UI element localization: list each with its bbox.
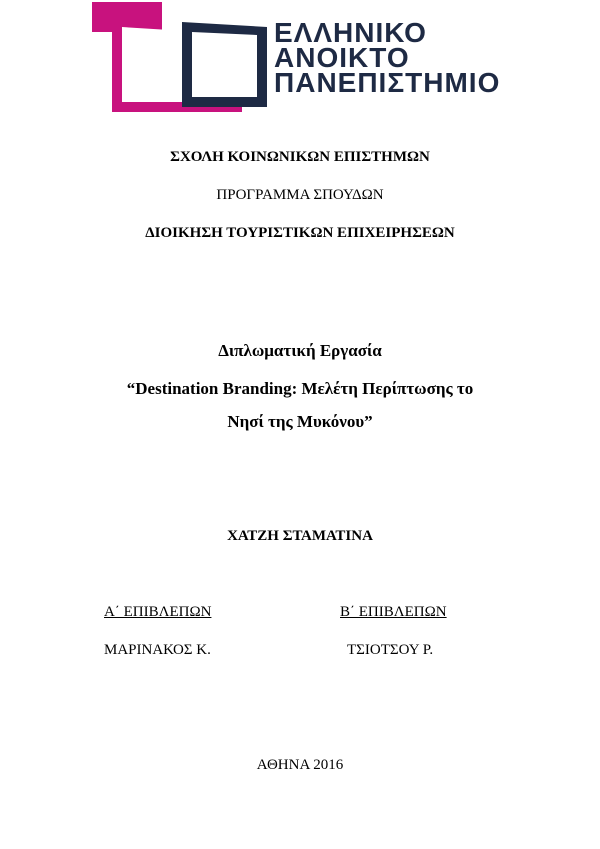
thesis-type: Διπλωματική Εργασία [218, 341, 382, 360]
supervisor-b-name: ΤΣΙΟΤΣΟΥ Ρ. [347, 642, 434, 658]
logo-wordmark [274, 17, 501, 98]
school-name: ΣΧΟΛΗ ΚΟΙΝΩΝΙΚΩΝ ΕΠΙΣΤΗΜΩΝ [170, 149, 430, 165]
logo-emblem-icon [92, 2, 272, 112]
author-name: ΧΑΤΖΗ ΣΤΑΜΑΤΙΝΑ [227, 528, 373, 544]
thesis-title-line-1: “Destination Branding: Μελέτη Περίπτωσης το [126, 379, 474, 398]
logo-line-3: ΠΑΝΕΠΙΣΤΗΜΙΟ [274, 67, 501, 98]
university-logo [92, 2, 552, 112]
department-name: ΔΙΟΙΚΗΣΗ ΤΟΥΡΙΣΤΙΚΩΝ ΕΠΙΧΕΙΡΗΣΕΩΝ [145, 225, 455, 241]
place-date: ΑΘΗΝΑ 2016 [256, 757, 344, 773]
supervisor-b-label: Β΄ ΕΠΙΒΛΕΠΩΝ [340, 604, 447, 620]
logo-line-2: ΑΝΟΙΚΤΟ [274, 42, 410, 73]
supervisor-a-label: Α΄ ΕΠΙΒΛΕΠΩΝ [104, 604, 212, 620]
thesis-title-line-2: Νησί της Μυκόνου” [227, 412, 373, 431]
supervisor-a-name: ΜΑΡΙΝΑΚΟΣ Κ. [104, 642, 211, 658]
program-label: ΠΡΟΓΡΑΜΜΑ ΣΠΟΥΔΩΝ [216, 187, 384, 203]
logo-line-1: ΕΛΛΗΝΙΚΟ [274, 17, 427, 48]
